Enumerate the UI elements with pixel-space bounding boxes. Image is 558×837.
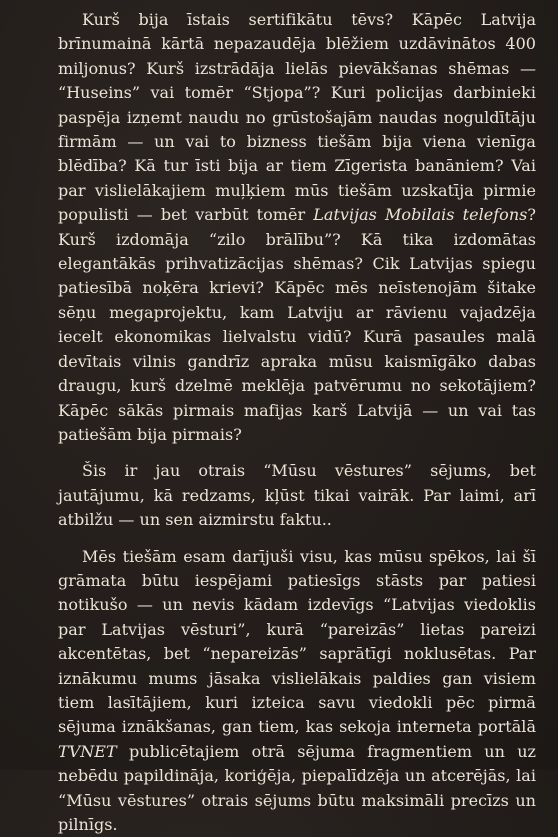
italic-phrase-mobile-phone: Latvijas Mobilais telefons [313,205,528,225]
paragraph-3-text: Mēs tiešām esam darījuši visu, kas mūsu spēkos, lai šī grāmata būtu iespējami patiesīgs stāsts par patiesi notikušo — un nevis kādam izdevīgs “Latvijas viedoklis par Latvijas vēsturi”, kurā “pareizās” lietas pareizi akcentētas, bet “nepareizās” saprātīgi noklusētas. Par iznākumu mums jāsaka vislielākais paldies gan visiem tiem lasītājiem, kuri izteica savu viedokli pēc pirmā sējuma iznākšanas, gan tiem, kas sekoja interneta portālā [58,546,536,737]
paragraph-questions [58,8,536,447]
back-cover-text [58,8,536,837]
paragraph-1-text-cont: ? Kurš izdomāja “zilo brālību”? Kā tika izdomātas elegantākās prihvatizācijas shēmas? Cik Latvijas spiegu patiesībā noķēra krievi? Kāpēc mēs neīstenojām šitake sēņu megaprojektu, kam Latviju ar rāvienu vajadzēja iecelt ekonomikas lielvalstu vidū? Kurā pasaules malā devītais vilnis gandrīz apraka mūsu kaismīgāko dabas draugu, kurš dzelmē meklēja patvērumu no sekotājiem? Kāpēc sākās pirmais mafijas karš Latvijā — un vai tas patiešām bija pirmais? [58,205,536,444]
paragraph-1-text: Kurš bija īstais sertifikātu tēvs? Kāpēc Latvija brīnumainā kārtā nepazaudēja blēžiem uzdāvinātos 400 miljonus? Kurš izstrādāja lielās pievākšanas shēmas — “Huseins” vai tomēr “Stjopa”? Kuri policijas darbinieki paspēja izņemt naudu no grūstošajām naudas noguldītāju firmām — un vai to bizness tiešām bija viena vienīga blēdība? Kā tur īsti bija ar tiem Zīgerista banāniem? Vai par vislielākajiem muļķiem mūs tiešām uzskatīja pirmie populisti — bet varbūt tomēr [58,10,536,225]
paragraph-3-text-cont: publicētajiem otrā sējuma fragmentiem un uz nebēdu papildināja, koriģēja, piepalīdzēja un atcerējās, lai “Mūsu vēstures” otrais sējums būtu maksimāli precīzs un pilnīgs. [58,741,536,834]
paragraph-2-text: Šis ir jau otrais “Mūsu vēstures” sējums, bet jautājumu, kā redzams, kļūst tikai vairāk. Par laimi, arī atbilžu — un sen aizmirstu faktu.. [58,461,536,530]
paragraph-acknowledgements [58,545,536,837]
italic-tvnet: TVNET [58,741,117,761]
paragraph-second-volume [58,459,536,532]
